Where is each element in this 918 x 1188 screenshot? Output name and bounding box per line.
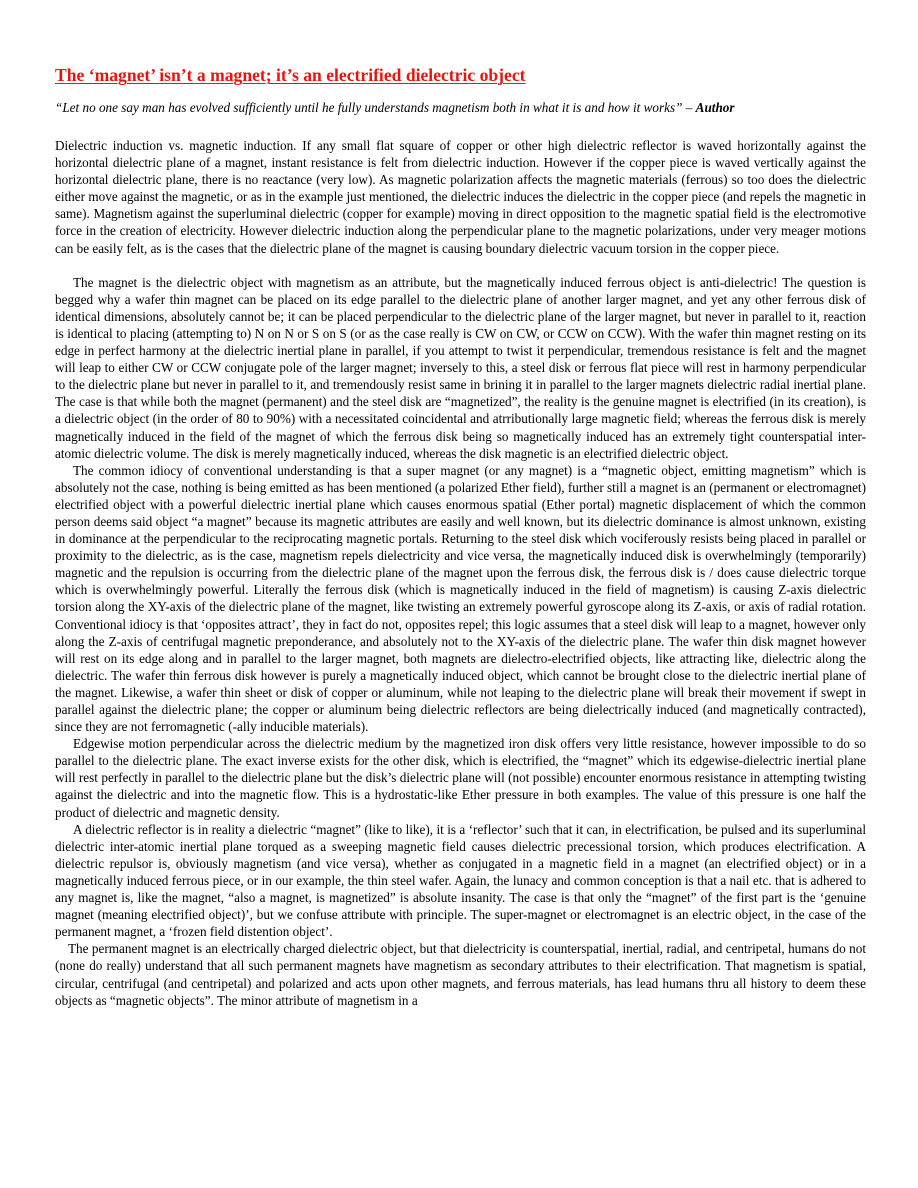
paragraph-1: Dielectric induction vs. magnetic induction. If any small flat square of copper or other high dielectric reflector is waved horizontally against the horizontal dielectric plane of a magnet, instant resistance is felt from dielectric induction. However if the copper piece is waved vertically against the horizontal dielectric plane, there is no reactance (very low). As magnetic polarization affects the magnetic materials (ferrous) so too does the dielectric either move against the magnetic, or as in the example just mentioned, the dielectric induces the dielectric in the copper piece (and repels the magnetic in same). Magnetism against the superluminal dielectric (copper for example) moving in direct opposition to the magnetic spatial field is the electromotive force in the creation of electricity. However dielectric induction along the perpendicular plane to the magnetic polarizations, under very meager motions can be easily felt, as is the cases that the dielectric plane of the magnet is causing boundary dielectric vacuum torsion in the copper piece. bbox=[55, 138, 866, 256]
paragraph-2: The magnet is the dielectric object with magnetism as an attribute, but the magnetically induced ferrous object is anti-dielectric! The question is begged why a wafer thin magnet can be placed on its edge parallel to the dielectric plane of another larger magnet, and yet any other ferrous disk of identical dimensions, absolutely cannot be; it can be placed perpendicular to the dielectric plane of the larger magnet, but never in parallel to it, reaction is identical to placing (attempting to) N on N or S on S (or as the case really is CW on CW, or CCW on CCW). With the wafer thin magnet resting on its edge in perfect harmony at the dielectric inertial plane in parallel, if you attempt to twist it perpendicular, tremendous resistance is felt and the magnet will leap to either CW or CCW conjugate pole of the larger magnet; inversely to this, a steel disk or ferrous flat piece will rest in harmony perpendicular to the dielectric plane but never in parallel to it, and tremendously resist same in brining it in parallel to the larger magnets dielectric radial inertial plane. The case is that while both the magnet (permanent) and the steel disk are “magnetized”, the reality is the genuine magnet is electrified (in its creation), is a dielectric object (in the order of 80 to 90%) with a necessitated coincidental and atrributionally large magnetic field; whereas the ferrous disk is merely magnetically induced in the field of the magnet of which the ferrous disk being so magnetically induced has an extremely tight counterspatial inter-atomic dielectric volume. The disk is merely magnetically induced, whereas the disk magnetic is an electrified dielectric object. bbox=[55, 274, 866, 461]
epigraph-dash: – bbox=[682, 100, 696, 115]
document-page bbox=[55, 64, 866, 1009]
epigraph-quote: “Let no one say man has evolved sufficiently until he fully understands magnetism both in what it is and how it works” bbox=[55, 100, 683, 115]
paragraph-3: The common idiocy of conventional understanding is that a super magnet (or any magnet) is a “magnetic object, emitting magnetism” which is absolutely not the case, nothing is being emitted as has been mentioned (a polarized Ether field), further still a magnet is an (permanent or electromagnet) electrified object with a powerful dielectric inertial plane which causes enormous spatial (Ether portal) magnetic displacement of which the common person deems said object “a magnet” because its magnetic attributes are easily and well known, but its dielectric dominance is almost unknown, existing in dominance at the perpendicular to the reciprocating magnetic portals. Returning to the steel disk which vociferously resists being placed in parallel or proximity to the dielectric, as is the case, magnetism repels dielectricity and vice versa, the magnetically induced disk is overwhelmingly (temporarily) magnetic and the repulsion is occurring from the dielectric plane of the magnet upon the ferrous disk, the ferrous disk is / does cause dielectric torque which is overwhelmingly powerful. Literally the ferrous disk (which is magnetically induced in the field of magnetism) is causing Z-axis dielectric torsion along the XY-axis of the dielectric plane of the magnet, like twisting an extremely powerful gyroscope along its Z-axis, or axis of radial rotation. Conventional idiocy is that ‘opposites attract’, they in fact do not, opposites repel; this logic assumes that a steel disk will leap to a magnet, however only along the Z-axis of centrifugal magnetic preponderance, and absolutely not to the XY-axis of the dielectric plane. The wafer thin disk magnet however will rest on its edge along and in parallel to the larger magnet, both magnets are dielectro-electrified objects, like attracting like, dielectric along the dielectric. The wafer thin ferrous disk however is purely a magnetically induced object, which cannot be brought close to the dielectric inertial plane of the magnet. Likewise, a wafer thin sheet or disk of copper or aluminum, while not leaping to the dielectric plane will break their movement if swept in parallel against the dielectric plane; the copper or aluminum being dielectric reflectors are being dielectrically induced (and magnetically contracted), since they are not ferromagnetic (-ally inducible materials). bbox=[55, 462, 866, 735]
epigraph-author: Author bbox=[695, 100, 735, 115]
epigraph bbox=[55, 99, 866, 116]
document-title: The ‘magnet’ isn’t a magnet; it’s an electrified dielectric object bbox=[55, 65, 526, 85]
paragraph-5: A dielectric reflector is in reality a dielectric “magnet” (like to like), it is a ‘reflector’ such that it can, in electrification, be pulsed and its superluminal dielectric inter-atomic inertial plane torqued as a sweeping magnetic field causes dielectric precessional torsion, which produces electrification. A dielectric repulsor is, obviously magnetism (and vice versa), whether as conjugated in a magnetic field in a magnet (an electrified object) or in a magnetically induced ferrous piece, or in our example, the thin steel wafer. Again, the lunacy and common conception is that a nail etc. that is adhered to any magnet is, like the magnet, “also a magnet, is magnetized” is absolute insanity. The case is that only the “magnet” of the first part is the ‘genuine magnet (meaning electrified object)’, but we confuse attribute with principle. The super-magnet or electromagnet is an electric object, in the case of the permanent magnet, a ‘frozen field distention object’. bbox=[55, 821, 866, 940]
paragraph-6: The permanent magnet is an electrically charged dielectric object, but that dielectricity is counterspatial, inertial, radial, and centripetal, humans do not (none do really) understand that all such permanent magnets have magnetism as secondary attributes to their electrification. That magnetism is spatial, circular, centrifugal (and centripetal) and polarized and acts upon other magnets, and ferrous materials, has lead humans thru all history to deem these objects as “magnetic objects”. The minor attribute of magnetism in a bbox=[55, 941, 866, 1008]
paragraph-4: Edgewise motion perpendicular across the dielectric medium by the magnetized iron disk offers very little resistance, however impossible to do so parallel to the dielectric plane. The exact inverse exists for the other disk, which is electrified, the “magnet” which its edgewise-dielectric inertial plane will rest perfectly in parallel to the dielectric plane but the disk’s dielectric plane will (not possible) encounter enormous resistance in attempting twisting against the dielectric and into the magnetic flow. This is a hydrostatic-like Ether pressure in both examples. The value of this pressure is one half the product of dielectric and magnetic density. bbox=[55, 736, 866, 820]
